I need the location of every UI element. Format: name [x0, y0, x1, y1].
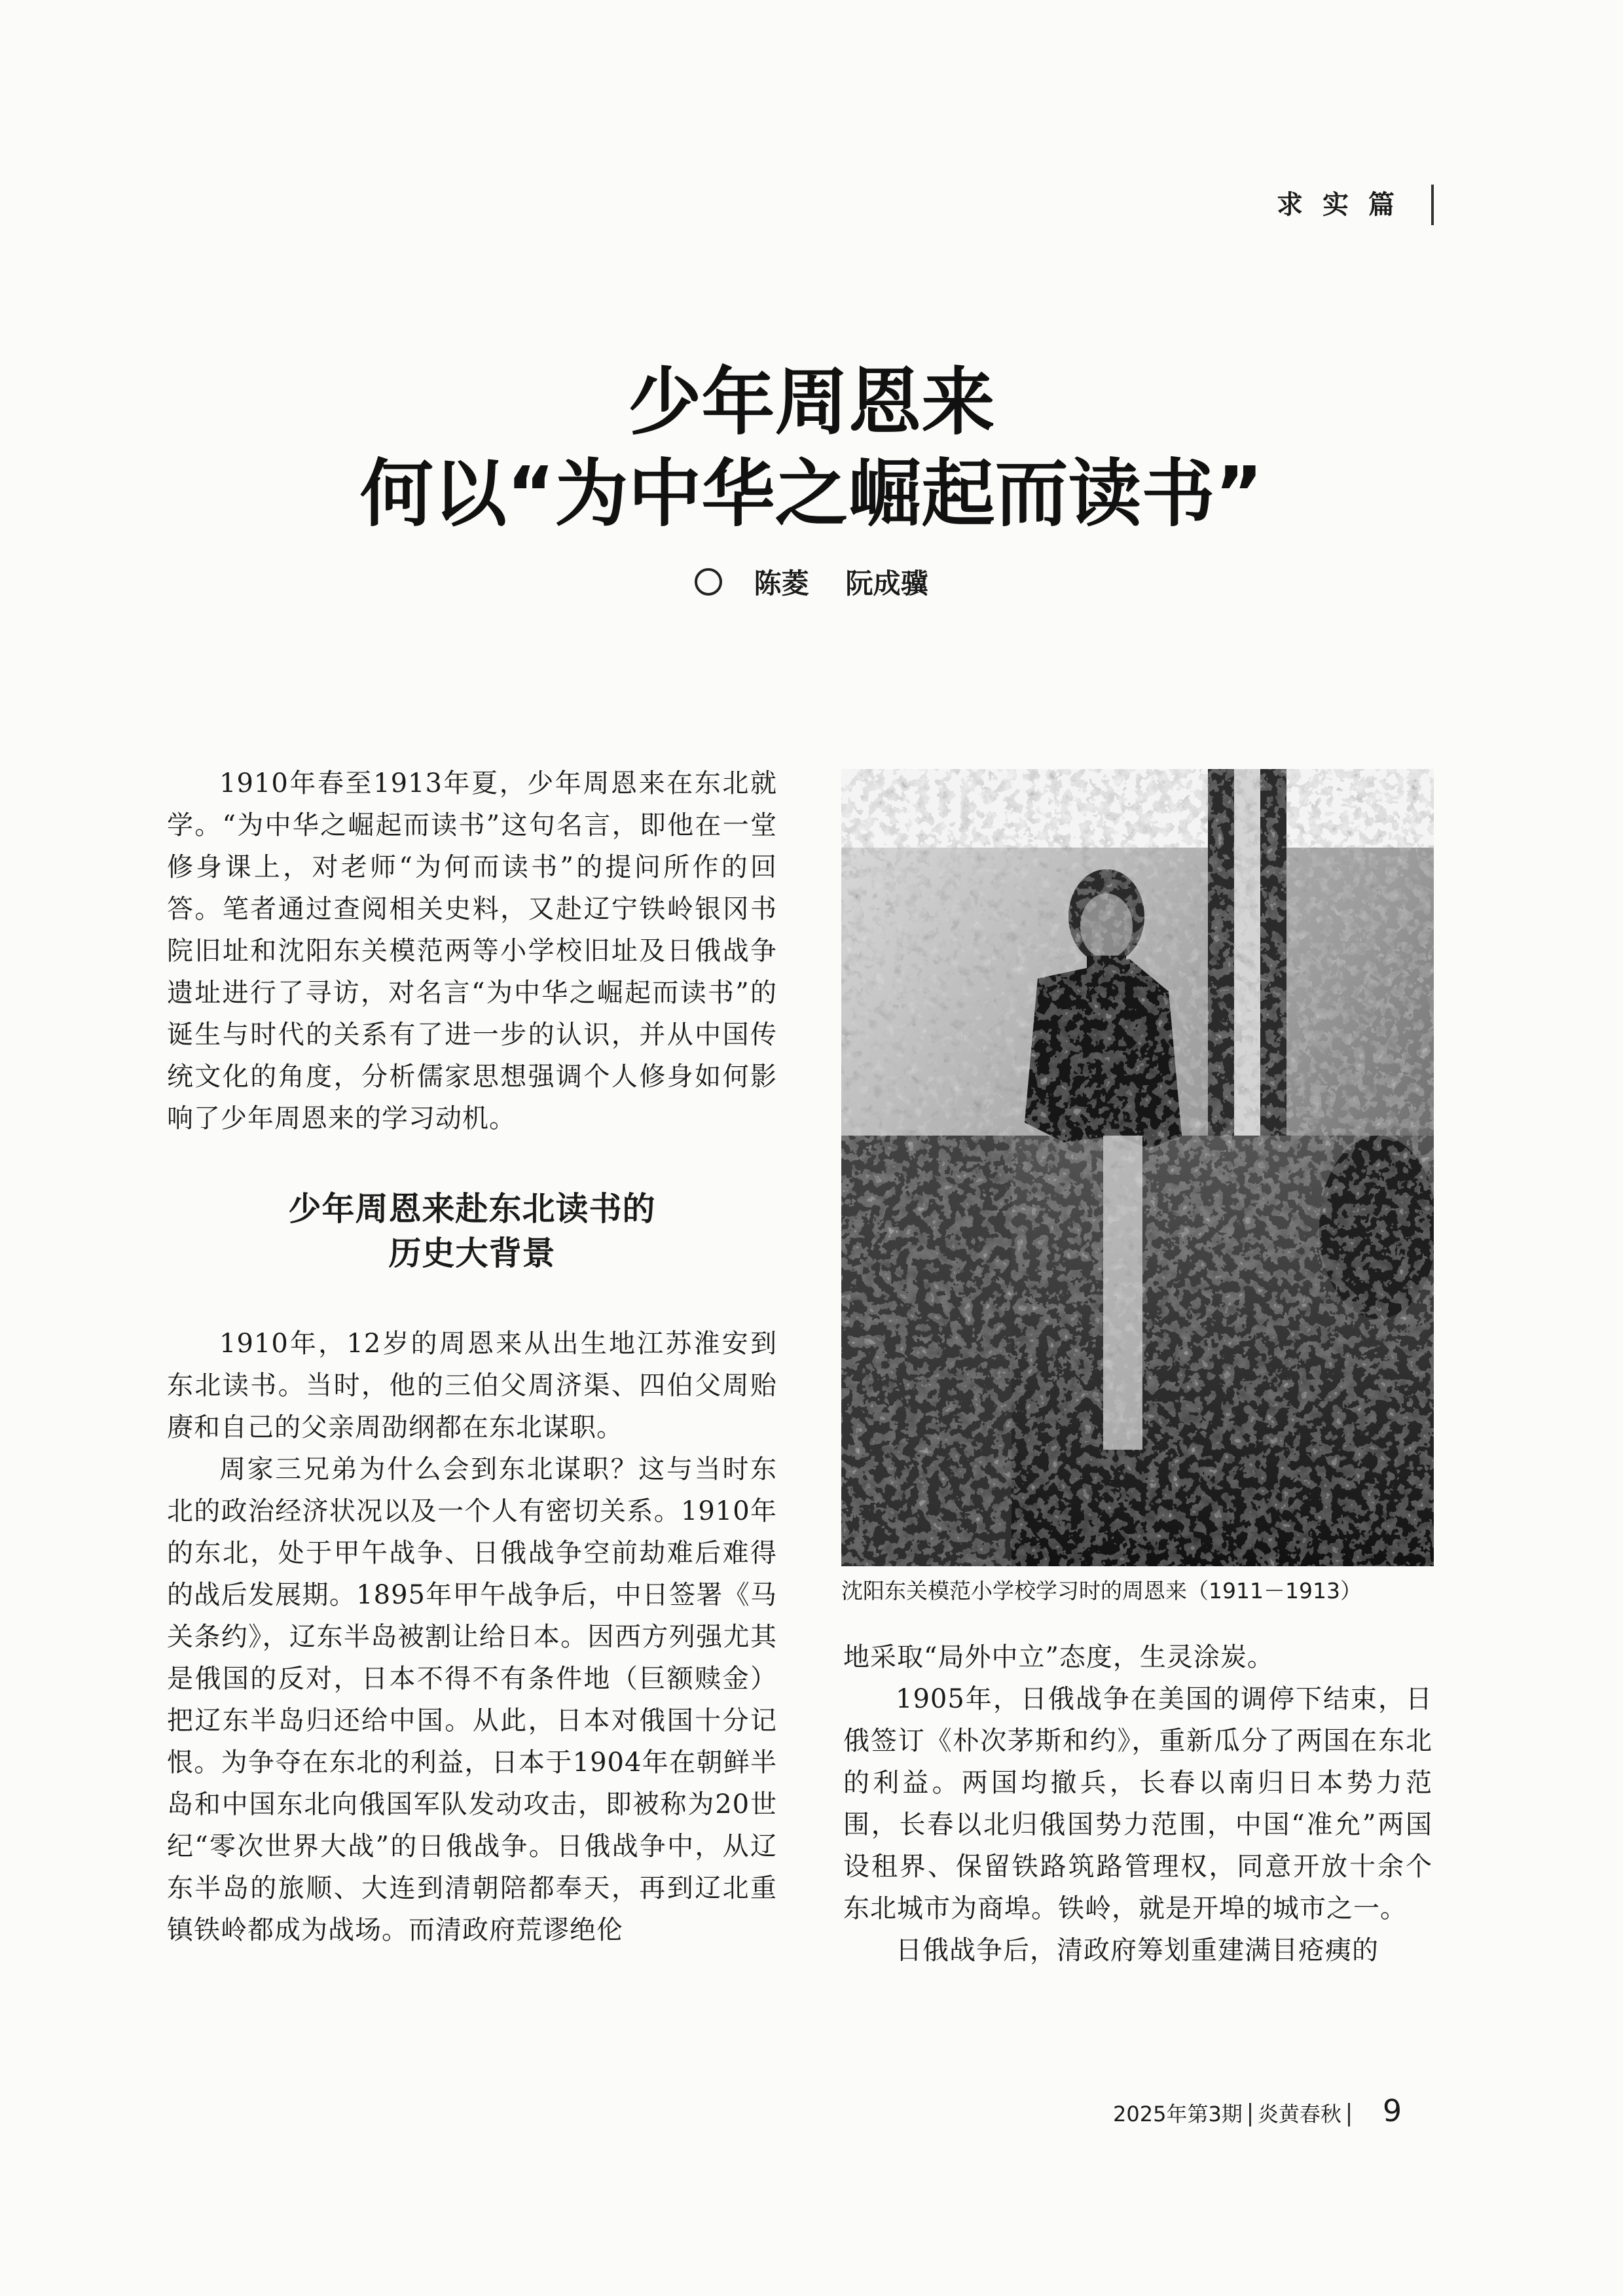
issue-label: 2025年第3期 — [1113, 2102, 1243, 2126]
body-paragraph: 1910年，12岁的周恩来从出生地江苏淮安到东北读书。当时，他的三伯父周济渠、四伯父周贻赓和自己的父亲周劭纲都在东北谋职。 — [167, 1329, 777, 1443]
subheading-line-1: 少年周恩来赴东北读书的 — [288, 1190, 656, 1228]
article-title — [0, 357, 1623, 540]
intro-paragraph: 1910年春至1913年夏，少年周恩来在东北就学。“为中华之崛起而读书”这句名言，即他在一堂修身课上，对老师“为何而读书”的提问所作的回答。笔者通过查阅相关史料，又赴辽宁铁岭银冈书院旧址和沈阳东关模范两等小学校旧址及日俄战争遗址进行了寻访，对名言“为中华之崛起而读书”的诞生与时代的关系有了进一步的认识，并从中国传统文化的角度，分析儒家思想强调个人修身如何影响了少年周恩来的学习动机。 — [167, 768, 777, 1134]
footer-divider — [1249, 2103, 1251, 2126]
author-2: 阮成骥 — [845, 567, 928, 600]
body-paragraph: 日俄战争后，清政府筹划重建满目疮痍的 — [896, 1935, 1379, 1965]
title-line-1: 少年周恩来 — [628, 360, 995, 445]
subheading-line-2: 历史大背景 — [388, 1234, 556, 1272]
title-line-2: 何以“为中华之崛起而读书” — [359, 452, 1264, 537]
section-subheading — [167, 1187, 777, 1276]
byline-circle-icon — [695, 568, 722, 596]
section-label: 求实篇 — [1277, 190, 1414, 220]
photo-caption: 沈阳东关模范小学校学习时的周恩来（1911－1913） — [841, 1578, 1362, 1604]
page-number: 9 — [1382, 2093, 1402, 2128]
historical-photo — [841, 769, 1434, 1566]
journal-name: 炎黄春秋 — [1257, 2102, 1341, 2126]
photo-image — [841, 769, 1434, 1566]
byline — [0, 564, 1623, 603]
footer-divider — [1348, 2103, 1350, 2126]
body-paragraph: 地采取“局外中立”态度，生灵涂炭。 — [843, 1642, 1274, 1672]
author-1: 陈菱 — [754, 567, 809, 600]
right-column — [843, 1636, 1432, 1971]
body-paragraph: 1905年，日俄战争在美国的调停下结束，日俄签订《朴次茅斯和约》，重新瓜分了两国在东北的利益。两国均撤兵，长春以南归日本势力范围，长春以北归俄国势力范围，中国“准允”两国设租界、保留铁路筑路管理权，同意开放十余个东北城市为商埠。铁岭，就是开埠的城市之一。 — [843, 1684, 1432, 1924]
left-column — [167, 762, 777, 1951]
section-tag — [1264, 185, 1434, 225]
page-footer — [1113, 2091, 1440, 2130]
body-paragraph: 周家三兄弟为什么会到东北谋职？这与当时东北的政治经济状况以及一个人有密切关系。1910年的东北，处于甲午战争、日俄战争空前劫难后难得的战后发展期。1895年甲午战争后，中日签署《马关条约》，辽东半岛被割让给日本。因西方列强尤其是俄国的反对，日本不得不有条件地（巨额赎金）把辽东半岛归还给中国。从此，日本对俄国十分记恨。为争夺在东北的利益，日本于1904年在朝鲜半岛和中国东北向俄国军队发动攻击，即被称为20世纪“零次世界大战”的日俄战争。日俄战争中，从辽东半岛的旅顺、大连到清朝陪都奉天，再到辽北重镇铁岭都成为战场。而清政府荒谬绝伦 — [167, 1454, 777, 1945]
